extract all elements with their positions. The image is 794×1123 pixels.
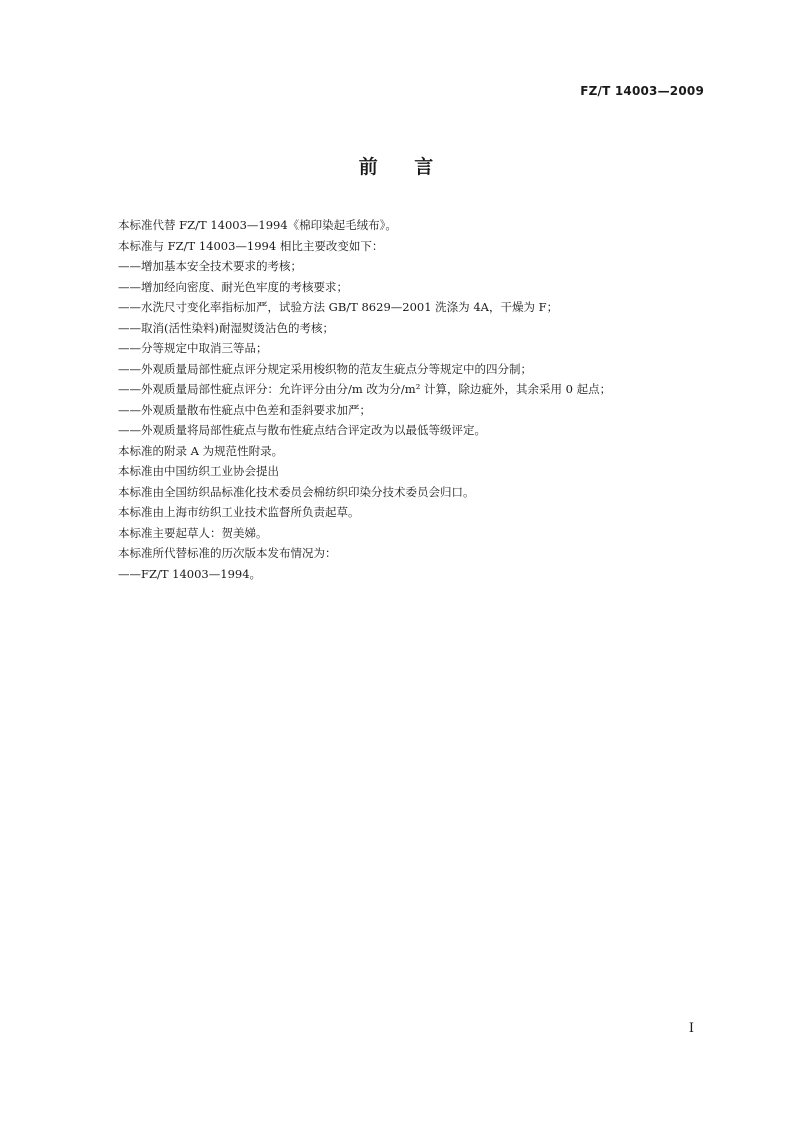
body-line: ——FZ/T 14003—1994。 xyxy=(118,566,262,581)
page-title: 前 言 xyxy=(358,156,436,178)
standard-code: FZ/T 14003—2009 xyxy=(580,84,704,98)
body-line: 本标准代替 FZ/T 14003—1994《棉印染起毛绒布》。 xyxy=(118,218,397,232)
body-line: 本标准所代替标准的历次版本发布情况为： xyxy=(118,546,337,560)
body-line: 本标准的附录 A 为规范性附录。 xyxy=(118,443,284,458)
body-line: ——外观质量散布性疵点中色差和歪斜要求加严； xyxy=(118,402,371,417)
body-line: ——外观质量局部性疵点评分规定采用梭织物的范友生疵点分等规定中的四分制； xyxy=(118,361,532,376)
body-line: ——取消(活性染料)耐湿熨烫沾色的考核； xyxy=(118,320,334,335)
body-line: 本标准由中国纺织工业协会提出 xyxy=(118,464,279,478)
body-line: ——外观质量将局部性疵点与散布性疵点结合评定改为以最低等级评定。 xyxy=(118,423,486,437)
page-number: I xyxy=(688,1021,694,1036)
body-line: 本标准由上海市纺织工业技术监督所负责起草。 xyxy=(118,505,360,519)
body-line: ——分等规定中取消三等品； xyxy=(118,341,268,355)
body-line: 本标准与 FZ/T 14003—1994 相比主要改变如下： xyxy=(118,238,384,253)
body-line: 本标准主要起草人：贺美娣。 xyxy=(118,525,268,540)
body-line: ——增加经向密度、耐光色牢度的考核要求； xyxy=(118,279,348,294)
foreword-body xyxy=(118,215,718,584)
body-line: 本标准由全国纺织品标准化技术委员会棉纺织印染分技术委员会归口。 xyxy=(118,484,475,499)
body-line: ——增加基本安全技术要求的考核； xyxy=(118,259,302,273)
body-line: ——水洗尺寸变化率指标加严，试验方法 GB/T 8629—2001 洗涤为 4A，干燥为 F； xyxy=(118,300,559,314)
body-line: ——外观质量局部性疵点评分：允许评分由分/m 改为分/m² 计算，除边疵外，其余采用 0 起点； xyxy=(118,382,612,396)
